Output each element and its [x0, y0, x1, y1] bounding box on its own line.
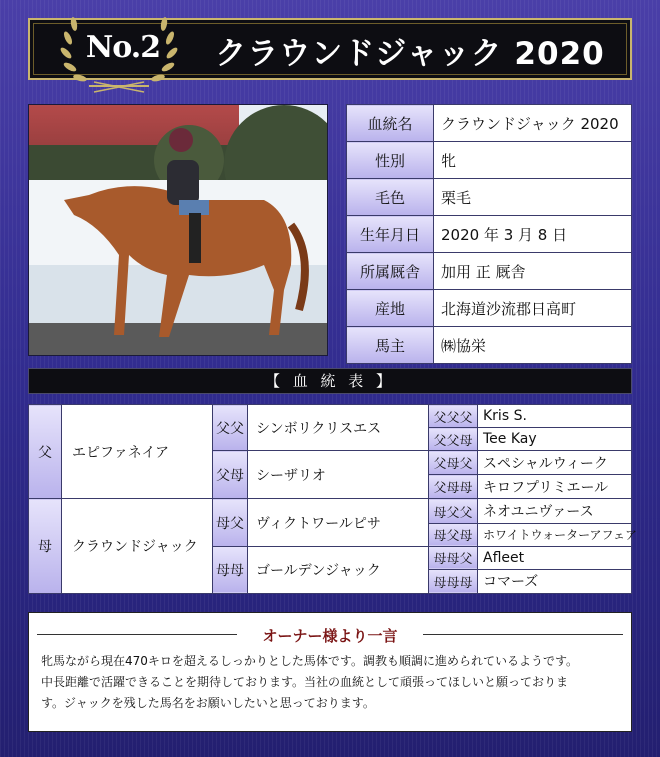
owner-message-box [28, 612, 632, 732]
info-value: 加用 正 厩舎 [434, 253, 632, 290]
info-row-birthdate [347, 216, 632, 253]
sdd-name: キロフプリミエール [478, 475, 632, 499]
ssd-name: Tee Kay [478, 428, 632, 451]
info-row-origin [347, 290, 632, 327]
info-row-stable [347, 253, 632, 290]
info-key: 血統名 [347, 105, 434, 142]
pedigree-header: 【 血 統 表 】 [28, 368, 632, 394]
info-value: 2020 年 3 月 8 日 [434, 216, 632, 253]
info-key: 所属厩舎 [347, 253, 434, 290]
info-row-pedigree-name [347, 105, 632, 142]
ss-label: 父父 [213, 405, 248, 451]
info-row-sex [347, 142, 632, 179]
owner-message-title: オーナー様より一言 [256, 627, 403, 645]
dam-label: 母 [29, 499, 62, 594]
ddd-name: コマーズ [478, 569, 632, 593]
sss-name: Kris S. [478, 405, 632, 428]
dss-name: ネオユニヴァース [478, 499, 632, 523]
dss-label: 母父父 [429, 499, 478, 523]
title-banner [28, 18, 632, 80]
sdd-label: 父母母 [429, 475, 478, 499]
ss-name: シンボリクリスエス [248, 405, 429, 451]
message-line: 牝馬ながら現在470キロを超えるしっかりとした馬体です。調教も順調に進められているようです。 [41, 654, 578, 668]
info-value: ㈱協栄 [434, 327, 632, 364]
ds-name: ヴィクトワールピサ [248, 499, 429, 546]
info-value: 牝 [434, 142, 632, 179]
info-value: クラウンドジャック 2020 [434, 105, 632, 142]
badge-number: No.2 [85, 30, 161, 65]
horse-info-table [346, 104, 632, 364]
dsd-label: 母父母 [429, 523, 478, 546]
sss-label: 父父父 [429, 405, 478, 428]
info-key: 生年月日 [347, 216, 434, 253]
dam-name: クラウンドジャック [62, 499, 213, 594]
sd-label: 父母 [213, 451, 248, 499]
info-value: 栗毛 [434, 179, 632, 216]
pedigree-table [28, 404, 637, 594]
info-key: 性別 [347, 142, 434, 179]
owner-message-heading [37, 625, 623, 643]
dds-label: 母母父 [429, 546, 478, 569]
dd-label: 母母 [213, 546, 248, 593]
ds-label: 母父 [213, 499, 248, 546]
dds-name: Afleet [478, 546, 632, 569]
info-key: 馬主 [347, 327, 434, 364]
ddd-label: 母母母 [429, 569, 478, 593]
sire-name: エピファネイア [62, 405, 213, 499]
message-line: す。ジャックを残した馬名をお願いしたいと思っております。 [41, 696, 375, 710]
info-key: 毛色 [347, 179, 434, 216]
sds-label: 父母父 [429, 451, 478, 475]
dd-name: ゴールデンジャック [248, 546, 429, 593]
message-line: 中長距離で活躍できることを期待しております。当社の血統として頑張ってほしいと願っておりま [41, 675, 569, 689]
sd-name: シーザリオ [248, 451, 429, 499]
sds-name: スペシャルウィーク [478, 451, 632, 475]
info-row-owner [347, 327, 632, 364]
info-row-coat [347, 179, 632, 216]
horse-photo [28, 104, 328, 356]
dsd-name: ホワイトウォーターアフェア [478, 523, 632, 546]
sire-label: 父 [29, 405, 62, 499]
owner-message-body [41, 651, 623, 714]
info-value: 北海道沙流郡日高町 [434, 290, 632, 327]
ssd-label: 父父母 [429, 428, 478, 451]
page-title: クラウンドジャック 2020 [215, 36, 605, 72]
info-key: 産地 [347, 290, 434, 327]
